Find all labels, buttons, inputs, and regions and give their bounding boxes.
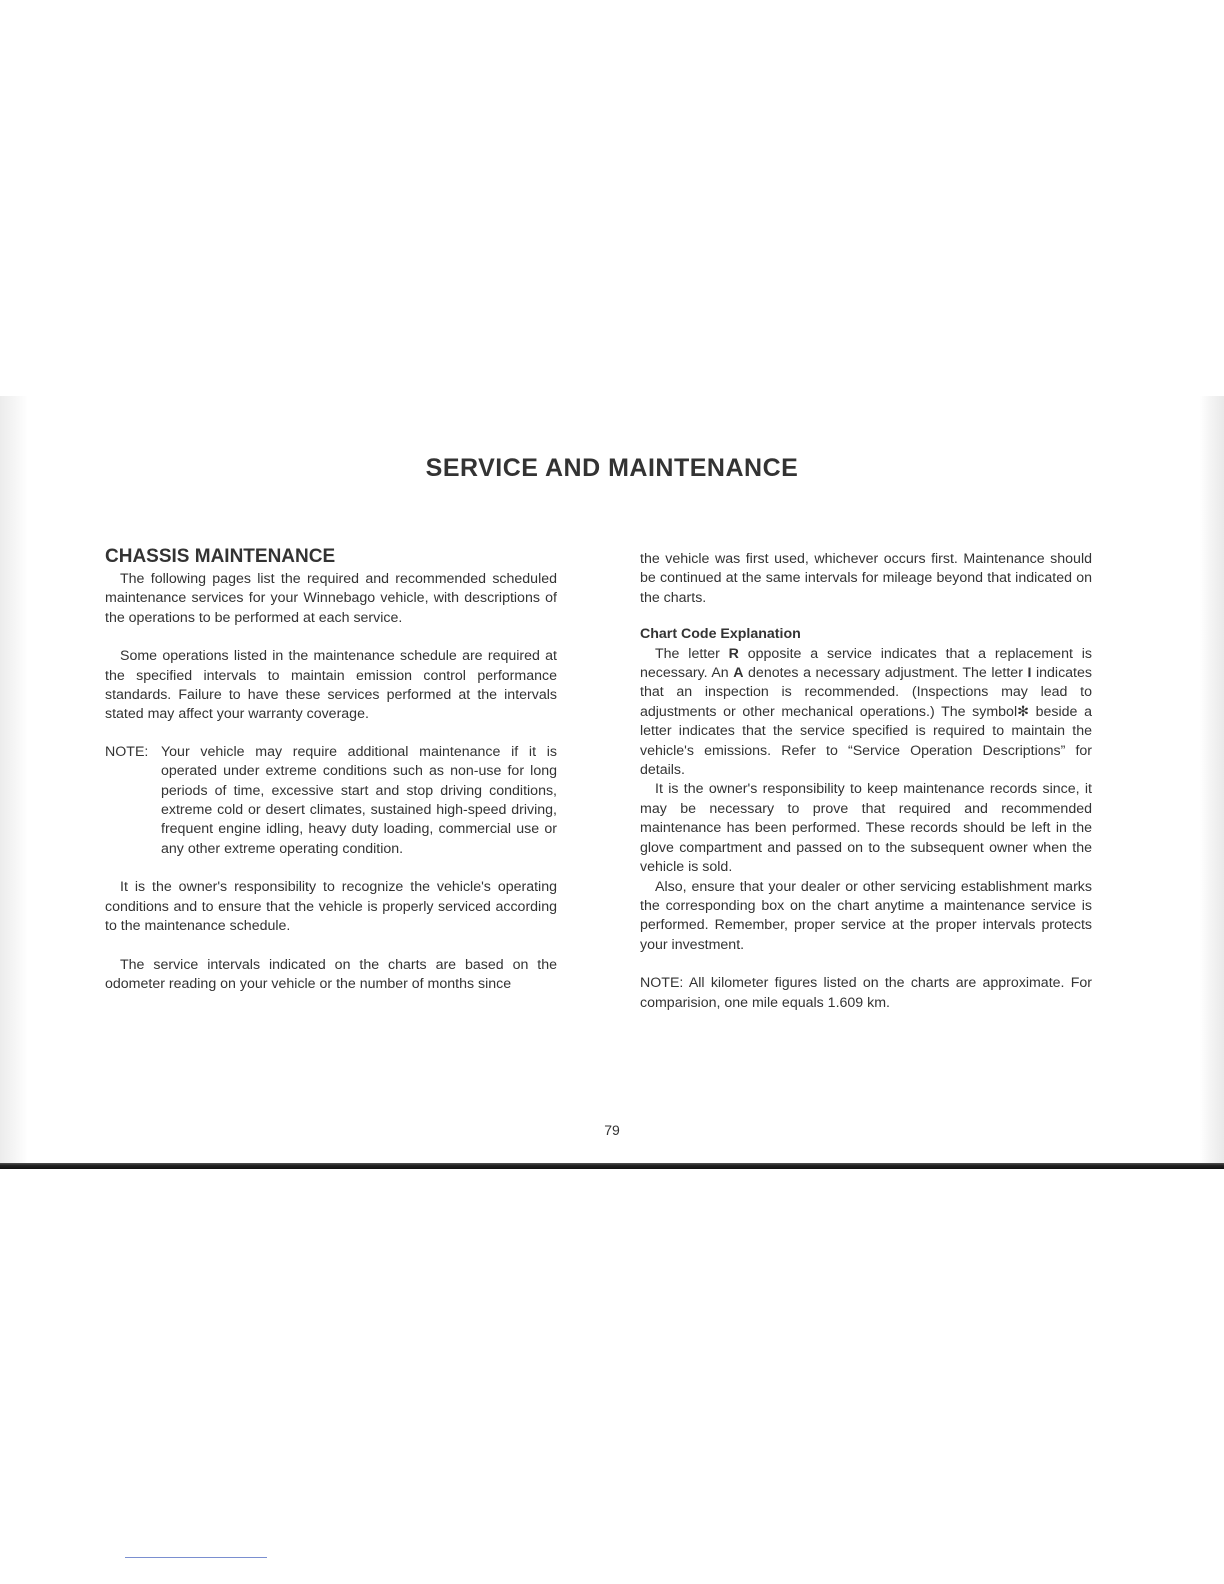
paragraph-maintenance-records: It is the owner's responsibility to keep maintenance records since, it may be necessary to prove that required and recommended maintenance has been performed. These records should be left in the glove compartment and passed on to the subsequent owner when the vehicle is sold. [640, 781, 1092, 876]
page-right-edge-shadow [1200, 396, 1224, 1168]
right-column [640, 550, 1092, 1013]
text-run: opposite a service indicates that a replacement is necessary. An [640, 645, 1092, 682]
text-run: beside a letter indicates that the service specified is required to maintain the vehicle's emissions. Refer to “Service Operation Descriptions” for details. [640, 703, 1092, 779]
paragraph-emission: Some operations listed in the maintenance schedule are required at the specified intervals to maintain emission control performance standards. Failure to have these services performed at the intervals stated may affect your warranty coverage. [105, 648, 557, 723]
subheading-chart-code: Chart Code Explanation [640, 626, 801, 643]
code-letter-a: A [733, 665, 744, 682]
text-run: indicates that an inspection is recommended. (Inspections may lead to adjustments or other mechanical operations.) The symbol [640, 665, 1092, 720]
footer-divider [125, 1557, 267, 1558]
paragraph-intro: The following pages list the required and recommended scheduled maintenance services for your Winnebago vehicle, with descriptions of the operations to be performed at each service. [105, 571, 557, 626]
page-number: 79 [604, 1122, 620, 1138]
text-run: denotes a necessary adjustment. The letter [743, 665, 1028, 682]
page-left-edge-shadow [0, 396, 28, 1168]
page-bottom-edge [0, 1163, 1224, 1169]
paragraph-owner-responsibility: It is the owner's responsibility to recognize the vehicle's operating conditions and to ensure that the vehicle is properly serviced according to the maintenance schedule. [105, 879, 557, 935]
paragraph-service-intervals: The service intervals indicated on the charts are based on the odometer reading on your vehicle or the number of months since [105, 956, 557, 992]
note-label: NOTE: [105, 743, 149, 760]
paragraph-dealer: Also, ensure that your dealer or other servicing establishment marks the corresponding box on the chart anytime a maintenance service is performed. Remember, proper service at the proper intervals protects your investment. [640, 878, 1092, 953]
code-letter-i: I [1027, 665, 1032, 682]
page-title: SERVICE AND MAINTENANCE [425, 454, 799, 482]
code-letter-r: R [728, 645, 739, 662]
text-run: The letter [655, 645, 729, 662]
left-column [105, 545, 557, 994]
note-block [105, 743, 557, 859]
note-text: Your vehicle may require additional maintenance if it is operated under extreme conditions such as non-use for long periods of time, excessive start and stop driving conditions, extreme cold or desert climates, sustained high-speed driving, frequent engine idling, heavy duty loading, commercial use or any other extreme operating condition. [161, 743, 557, 857]
section-heading-chassis-maintenance: CHASSIS MAINTENANCE [105, 546, 336, 567]
paragraph-chart-codes [640, 645, 1092, 781]
note-kilometers: NOTE: All kilometer figures listed on the charts are approximate. For comparision, one mile equals 1.609 km. [640, 975, 1092, 1011]
paragraph-continuation: the vehicle was first used, whichever occurs first. Maintenance should be continued at the same intervals for mileage beyond that indicated on the charts. [640, 551, 1092, 606]
emission-symbol-icon: ✻ [1017, 703, 1029, 720]
